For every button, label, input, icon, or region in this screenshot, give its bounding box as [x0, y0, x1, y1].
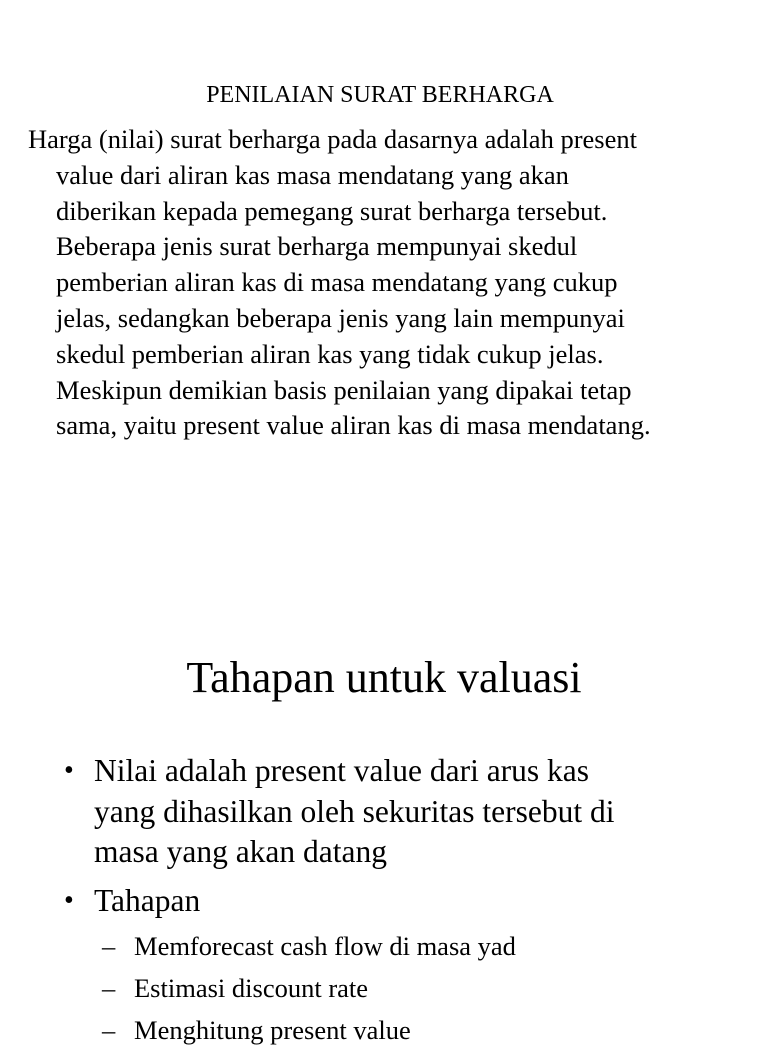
- bullet-line: Tahapan: [94, 881, 740, 922]
- bullet-item-tahapan: [60, 881, 740, 1051]
- sub-item-text: Estimasi discount rate: [134, 973, 368, 1003]
- bullet-dot-icon: •: [64, 751, 74, 792]
- sub-item-present-value: [102, 1009, 740, 1051]
- body-line: diberikan kepada pemegang surat berharga tersebut.: [56, 194, 768, 230]
- dash-icon: –: [102, 967, 115, 1009]
- body-line: Harga (nilai) surat berharga pada dasarnya adalah present: [56, 122, 768, 158]
- sub-item-text: Memforecast cash flow di masa yad: [134, 931, 516, 961]
- sub-bullet-list: [94, 925, 740, 1051]
- slide1-title: PENILAIAN SURAT BERHARGA: [0, 80, 760, 110]
- body-line: pemberian aliran kas di masa mendatang yang cukup: [56, 265, 768, 301]
- slide-penilaian-surat-berharga: [0, 0, 768, 512]
- body-line: value dari aliran kas masa mendatang yang akan: [56, 158, 768, 194]
- body-line: Beberapa jenis surat berharga mempunyai skedul: [56, 229, 768, 265]
- slide1-body-paragraph: [28, 122, 768, 444]
- body-line: Meskipun demikian basis penilaian yang dipakai tetap: [56, 373, 768, 409]
- bullet-line: Nilai adalah present value dari arus kas: [94, 751, 740, 792]
- bullet-item-nilai: [60, 751, 740, 873]
- dash-icon: –: [102, 1009, 115, 1051]
- sub-item-discount-rate: [102, 967, 740, 1009]
- sub-item-forecast: [102, 925, 740, 967]
- dash-icon: –: [102, 925, 115, 967]
- bullet-line: masa yang akan datang: [94, 832, 740, 873]
- bullet-line: yang dihasilkan oleh sekuritas tersebut di: [94, 792, 740, 833]
- sub-item-text: Menghitung present value: [134, 1015, 411, 1045]
- body-line: sama, yaitu present value aliran kas di masa mendatang.: [56, 408, 768, 444]
- bullet-list: [60, 751, 740, 1051]
- body-line: jelas, sedangkan beberapa jenis yang lain mempunyai: [56, 301, 768, 337]
- slide2-title: Tahapan untuk valuasi: [0, 650, 768, 706]
- body-line: skedul pemberian aliran kas yang tidak cukup jelas.: [56, 337, 768, 373]
- bullet-dot-icon: •: [64, 881, 74, 922]
